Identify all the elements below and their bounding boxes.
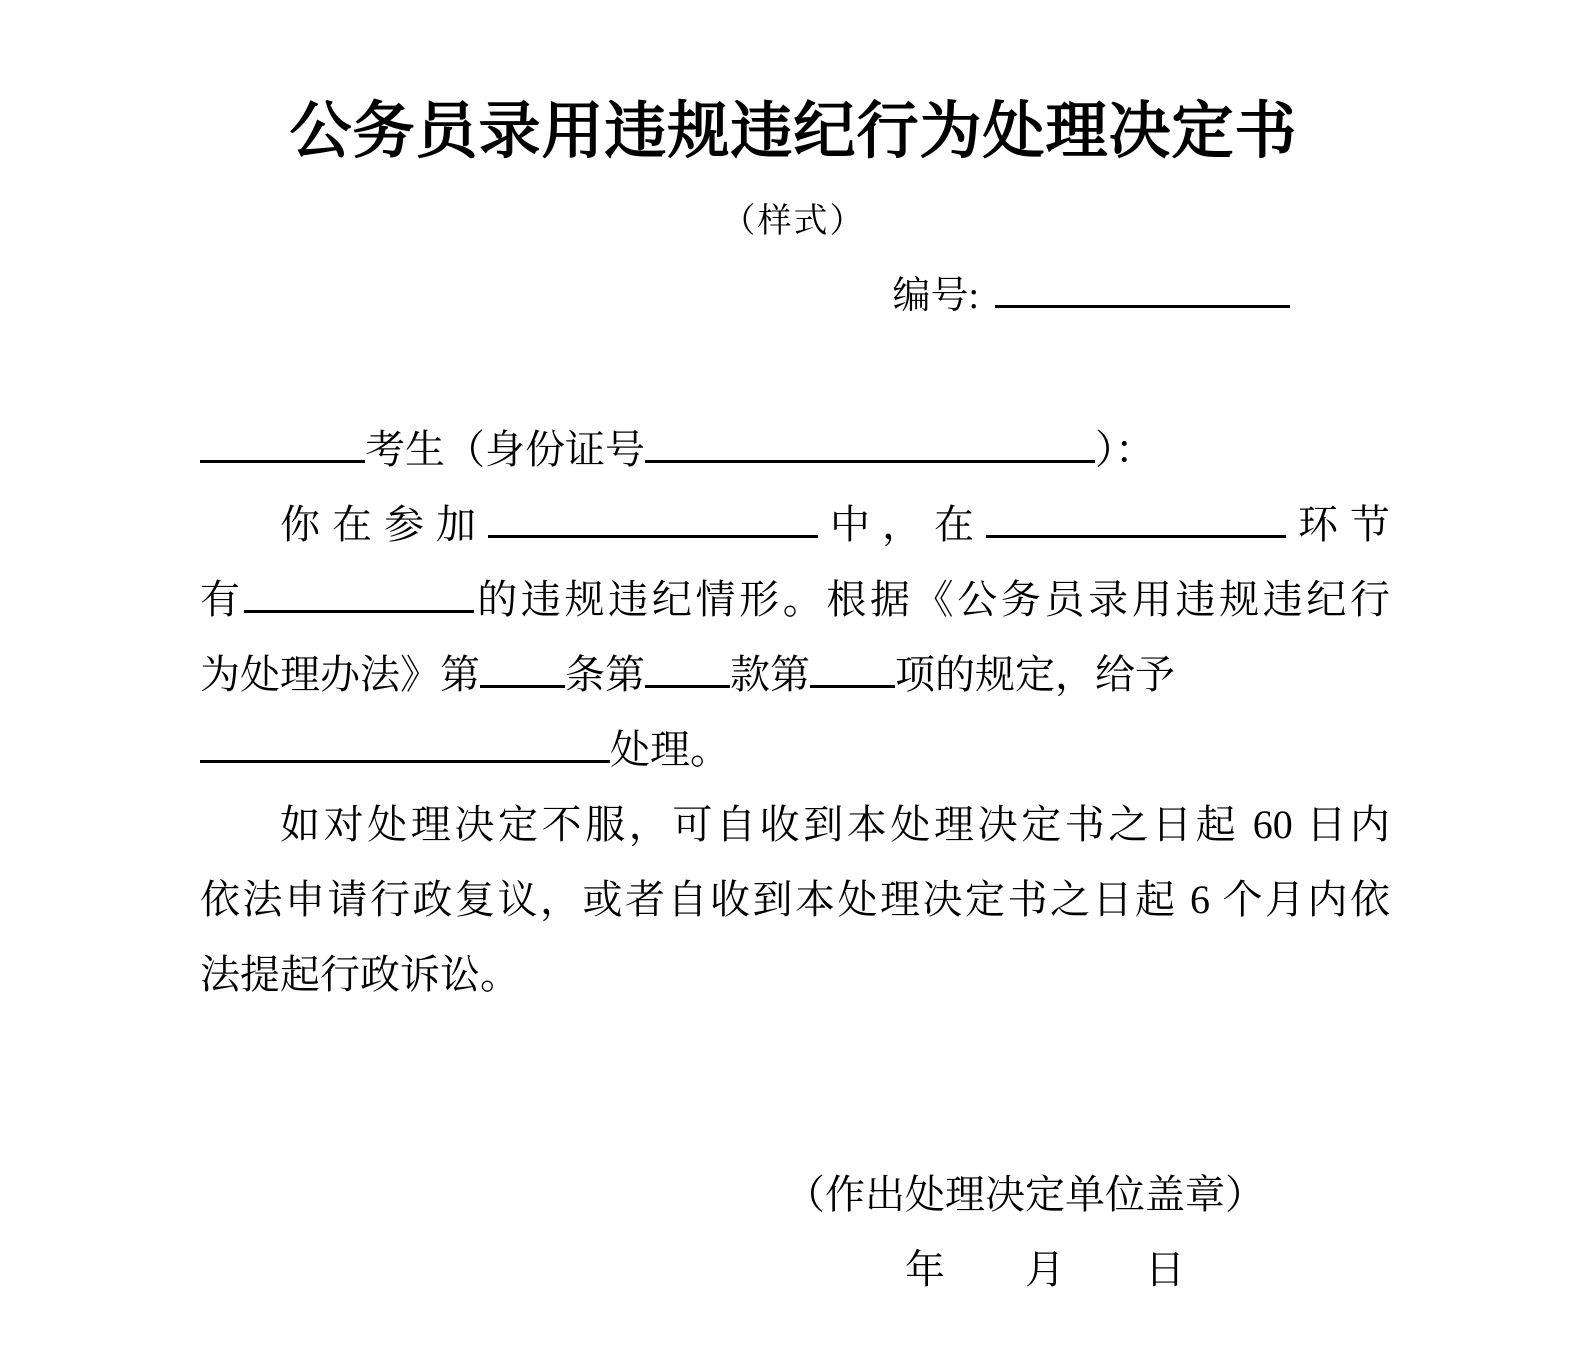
clause-number-blank <box>645 646 730 688</box>
date-line <box>200 1232 1390 1307</box>
body-line-2 <box>200 487 1390 562</box>
appeal-text-2: 依法申请行政复议，或者自收到本处理决定书之日起 6 个月内依 <box>200 877 1390 923</box>
stamp-note-line <box>200 1157 1390 1232</box>
body-text-have: 有 <box>200 577 244 623</box>
document-body <box>200 412 1390 1012</box>
stamp-note: （作出处理决定单位盖章） <box>785 1172 1265 1218</box>
violation-blank <box>244 571 474 613</box>
salutation-text-1: 考生（身份证号 <box>365 427 645 473</box>
document-content <box>200 266 1390 1307</box>
number-blank <box>995 266 1290 308</box>
date-text: 年 月 日 <box>905 1247 1185 1293</box>
appeal-text-1: 如对处理决定不服，可自收到本处理决定书之日起 60 日内 <box>280 802 1390 848</box>
body-text-article: 条第 <box>565 652 645 698</box>
id-number-blank <box>645 421 1095 463</box>
salutation-text-2: ）： <box>1095 427 1155 473</box>
body-text-clause: 款第 <box>730 652 810 698</box>
body-line-5 <box>200 712 1390 787</box>
body-text-handle: 处理。 <box>610 727 730 773</box>
document-subtitle: （样式） <box>721 203 866 241</box>
body-line-8 <box>200 937 1390 1012</box>
decision-blank <box>200 721 610 763</box>
number-label: 编号: <box>892 275 979 318</box>
body-text-measures: 为处理办法》第 <box>200 652 480 698</box>
body-text-in-at: 中，在 <box>818 502 986 548</box>
body-text-violation: 的违规违纪情形。根据《公务员录用违规违纪行 <box>473 577 1391 623</box>
appeal-text-3: 法提起行政诉讼。 <box>200 952 520 998</box>
salutation-line <box>200 412 1390 487</box>
exam-name-blank <box>488 496 818 538</box>
number-row <box>200 266 1390 322</box>
body-text-participate: 你在参加 <box>280 502 488 548</box>
body-text-item: 项的规定，给予 <box>895 652 1175 698</box>
body-line-7 <box>200 862 1390 937</box>
item-number-blank <box>810 646 895 688</box>
document-footer <box>200 1157 1390 1307</box>
body-text-stage: 环节 <box>1286 502 1390 548</box>
exam-stage-blank <box>986 496 1286 538</box>
body-line-6 <box>200 787 1390 862</box>
article-number-blank <box>480 646 565 688</box>
document-title: 公务员录用违规违纪行为处理决定书 <box>289 98 1298 166</box>
body-line-4 <box>200 637 1390 712</box>
body-line-3 <box>200 562 1390 637</box>
candidate-name-blank <box>200 421 365 463</box>
